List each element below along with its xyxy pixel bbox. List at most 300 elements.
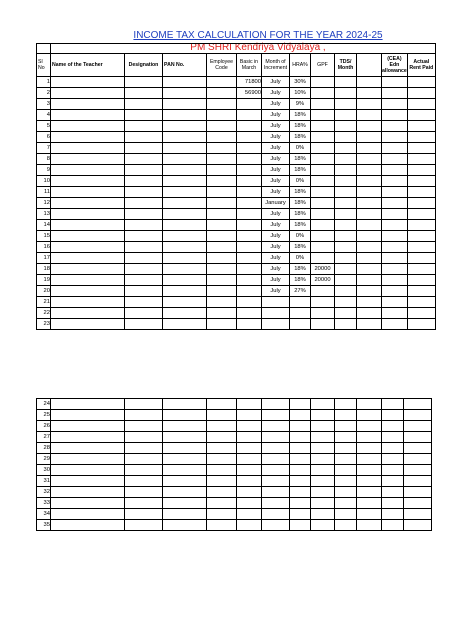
rent-cell[interactable] (407, 165, 435, 176)
tds-cell[interactable] (335, 421, 357, 432)
blank-cell[interactable] (357, 297, 382, 308)
gpf-cell[interactable]: 20000 (311, 275, 335, 286)
basic-cell[interactable] (237, 509, 262, 520)
rent-cell[interactable] (404, 454, 432, 465)
basic-cell[interactable]: 71800 (237, 77, 262, 88)
sl-no-cell[interactable]: 33 (37, 498, 51, 509)
hra-cell[interactable]: 18% (290, 110, 311, 121)
tds-cell[interactable] (335, 454, 357, 465)
tds-cell[interactable] (335, 110, 357, 121)
name-cell[interactable] (51, 143, 125, 154)
blank-cell[interactable] (357, 498, 382, 509)
employee-code-cell[interactable] (207, 297, 237, 308)
blank-cell[interactable] (357, 454, 382, 465)
gpf-cell[interactable] (311, 132, 335, 143)
rent-cell[interactable] (407, 242, 435, 253)
sl-no-cell[interactable]: 15 (37, 231, 51, 242)
gpf-cell[interactable] (311, 165, 335, 176)
designation-cell[interactable] (125, 209, 163, 220)
gpf-cell[interactable]: 20000 (311, 264, 335, 275)
cea-cell[interactable] (382, 432, 404, 443)
cea-cell[interactable] (382, 242, 408, 253)
basic-cell[interactable] (237, 209, 262, 220)
gpf-cell[interactable] (311, 231, 335, 242)
sl-no-cell[interactable]: 17 (37, 253, 51, 264)
rent-cell[interactable] (407, 110, 435, 121)
name-cell[interactable] (51, 399, 125, 410)
rent-cell[interactable] (407, 176, 435, 187)
month-increment-cell[interactable]: July (262, 231, 290, 242)
tds-cell[interactable] (335, 286, 357, 297)
blank-cell[interactable] (357, 77, 382, 88)
blank-cell[interactable] (357, 242, 382, 253)
hra-cell[interactable] (290, 421, 311, 432)
blank-cell[interactable] (357, 308, 382, 319)
month-increment-cell[interactable]: July (262, 165, 290, 176)
cea-cell[interactable] (382, 154, 408, 165)
rent-cell[interactable] (407, 143, 435, 154)
blank-cell[interactable] (357, 432, 382, 443)
gpf-cell[interactable] (311, 410, 335, 421)
cea-cell[interactable] (382, 443, 404, 454)
cea-cell[interactable] (382, 319, 408, 330)
pan-cell[interactable] (163, 209, 207, 220)
designation-cell[interactable] (125, 165, 163, 176)
sl-no-cell[interactable]: 16 (37, 242, 51, 253)
gpf-cell[interactable] (311, 110, 335, 121)
pan-cell[interactable] (163, 165, 207, 176)
name-cell[interactable] (51, 432, 125, 443)
employee-code-cell[interactable] (207, 121, 237, 132)
designation-cell[interactable] (125, 143, 163, 154)
hra-cell[interactable]: 0% (290, 253, 311, 264)
sl-no-cell[interactable]: 23 (37, 319, 51, 330)
name-cell[interactable] (51, 465, 125, 476)
name-cell[interactable] (51, 242, 125, 253)
pan-cell[interactable] (163, 198, 207, 209)
gpf-cell[interactable] (311, 421, 335, 432)
blank-cell[interactable] (357, 264, 382, 275)
cea-cell[interactable] (382, 110, 408, 121)
blank-cell[interactable] (357, 509, 382, 520)
blank-cell[interactable] (357, 487, 382, 498)
designation-cell[interactable] (125, 88, 163, 99)
blank-cell[interactable] (357, 154, 382, 165)
pan-cell[interactable] (163, 286, 207, 297)
basic-cell[interactable] (237, 264, 262, 275)
employee-code-cell[interactable] (207, 132, 237, 143)
hra-cell[interactable] (290, 465, 311, 476)
hra-cell[interactable] (290, 410, 311, 421)
sl-no-cell[interactable]: 27 (37, 432, 51, 443)
cea-cell[interactable] (382, 509, 404, 520)
designation-cell[interactable] (125, 421, 163, 432)
sl-no-cell[interactable]: 13 (37, 209, 51, 220)
name-cell[interactable] (51, 88, 125, 99)
rent-cell[interactable] (404, 520, 432, 531)
basic-cell[interactable] (237, 154, 262, 165)
basic-cell[interactable] (237, 99, 262, 110)
pan-cell[interactable] (163, 187, 207, 198)
employee-code-cell[interactable] (207, 220, 237, 231)
basic-cell[interactable] (237, 443, 262, 454)
cea-cell[interactable] (382, 253, 408, 264)
designation-cell[interactable] (125, 176, 163, 187)
designation-cell[interactable] (125, 99, 163, 110)
pan-cell[interactable] (163, 487, 207, 498)
pan-cell[interactable] (163, 264, 207, 275)
sl-no-cell[interactable]: 22 (37, 308, 51, 319)
month-increment-cell[interactable] (262, 509, 290, 520)
employee-code-cell[interactable] (207, 77, 237, 88)
gpf-cell[interactable] (311, 99, 335, 110)
cea-cell[interactable] (382, 132, 408, 143)
blank-cell[interactable] (357, 253, 382, 264)
employee-code-cell[interactable] (207, 198, 237, 209)
month-increment-cell[interactable]: January (262, 198, 290, 209)
sl-no-cell[interactable]: 31 (37, 476, 51, 487)
pan-cell[interactable] (163, 432, 207, 443)
sl-no-cell[interactable]: 9 (37, 165, 51, 176)
rent-cell[interactable] (407, 308, 435, 319)
sl-no-cell[interactable]: 11 (37, 187, 51, 198)
designation-cell[interactable] (125, 410, 163, 421)
designation-cell[interactable] (125, 77, 163, 88)
designation-cell[interactable] (125, 154, 163, 165)
pan-cell[interactable] (163, 399, 207, 410)
rent-cell[interactable] (404, 498, 432, 509)
rent-cell[interactable] (404, 476, 432, 487)
rent-cell[interactable] (407, 77, 435, 88)
employee-code-cell[interactable] (207, 187, 237, 198)
blank-cell[interactable] (357, 99, 382, 110)
sl-no-cell[interactable]: 35 (37, 520, 51, 531)
cea-cell[interactable] (382, 476, 404, 487)
sl-no-cell[interactable]: 19 (37, 275, 51, 286)
name-cell[interactable] (51, 176, 125, 187)
cea-cell[interactable] (382, 209, 408, 220)
month-increment-cell[interactable] (262, 476, 290, 487)
name-cell[interactable] (51, 297, 125, 308)
basic-cell[interactable] (237, 220, 262, 231)
name-cell[interactable] (51, 520, 125, 531)
name-cell[interactable] (51, 110, 125, 121)
tds-cell[interactable] (335, 275, 357, 286)
name-cell[interactable] (51, 443, 125, 454)
basic-cell[interactable] (237, 187, 262, 198)
basic-cell[interactable] (237, 286, 262, 297)
rent-cell[interactable] (407, 209, 435, 220)
rent-cell[interactable] (407, 275, 435, 286)
hra-cell[interactable] (290, 443, 311, 454)
designation-cell[interactable] (125, 443, 163, 454)
tds-cell[interactable] (335, 297, 357, 308)
month-increment-cell[interactable]: July (262, 154, 290, 165)
pan-cell[interactable] (163, 99, 207, 110)
month-increment-cell[interactable]: July (262, 88, 290, 99)
gpf-cell[interactable] (311, 465, 335, 476)
month-increment-cell[interactable]: July (262, 176, 290, 187)
rent-cell[interactable] (407, 253, 435, 264)
hra-cell[interactable]: 18% (290, 242, 311, 253)
gpf-cell[interactable] (311, 443, 335, 454)
rent-cell[interactable] (407, 154, 435, 165)
designation-cell[interactable] (125, 264, 163, 275)
rent-cell[interactable] (407, 231, 435, 242)
pan-cell[interactable] (163, 520, 207, 531)
pan-cell[interactable] (163, 297, 207, 308)
employee-code-cell[interactable] (207, 487, 237, 498)
employee-code-cell[interactable] (207, 498, 237, 509)
pan-cell[interactable] (163, 465, 207, 476)
month-increment-cell[interactable] (262, 410, 290, 421)
sl-no-cell[interactable]: 3 (37, 99, 51, 110)
hra-cell[interactable]: 18% (290, 154, 311, 165)
tds-cell[interactable] (335, 187, 357, 198)
employee-code-cell[interactable] (207, 264, 237, 275)
employee-code-cell[interactable] (207, 286, 237, 297)
month-increment-cell[interactable] (262, 487, 290, 498)
blank-cell[interactable] (357, 476, 382, 487)
designation-cell[interactable] (125, 132, 163, 143)
name-cell[interactable] (51, 319, 125, 330)
name-cell[interactable] (51, 209, 125, 220)
tds-cell[interactable] (335, 99, 357, 110)
basic-cell[interactable] (237, 253, 262, 264)
pan-cell[interactable] (163, 231, 207, 242)
basic-cell[interactable] (237, 121, 262, 132)
basic-cell[interactable] (237, 498, 262, 509)
month-increment-cell[interactable] (262, 465, 290, 476)
gpf-cell[interactable] (311, 154, 335, 165)
month-increment-cell[interactable] (262, 432, 290, 443)
tds-cell[interactable] (335, 509, 357, 520)
sl-no-cell[interactable]: 20 (37, 286, 51, 297)
hra-cell[interactable] (290, 487, 311, 498)
tds-cell[interactable] (335, 154, 357, 165)
hra-cell[interactable]: 10% (290, 88, 311, 99)
employee-code-cell[interactable] (207, 443, 237, 454)
rent-cell[interactable] (404, 443, 432, 454)
pan-cell[interactable] (163, 498, 207, 509)
cea-cell[interactable] (382, 187, 408, 198)
month-increment-cell[interactable]: July (262, 275, 290, 286)
sl-no-cell[interactable]: 21 (37, 297, 51, 308)
sl-no-cell[interactable]: 12 (37, 198, 51, 209)
hra-cell[interactable]: 18% (290, 275, 311, 286)
hra-cell[interactable]: 18% (290, 209, 311, 220)
gpf-cell[interactable] (311, 286, 335, 297)
rent-cell[interactable] (407, 220, 435, 231)
rent-cell[interactable] (407, 121, 435, 132)
rent-cell[interactable] (404, 410, 432, 421)
gpf-cell[interactable] (311, 198, 335, 209)
employee-code-cell[interactable] (207, 209, 237, 220)
month-increment-cell[interactable]: July (262, 187, 290, 198)
designation-cell[interactable] (125, 308, 163, 319)
name-cell[interactable] (51, 231, 125, 242)
name-cell[interactable] (51, 253, 125, 264)
gpf-cell[interactable] (311, 498, 335, 509)
pan-cell[interactable] (163, 454, 207, 465)
hra-cell[interactable]: 0% (290, 143, 311, 154)
pan-cell[interactable] (163, 253, 207, 264)
sl-no-cell[interactable]: 7 (37, 143, 51, 154)
rent-cell[interactable] (407, 88, 435, 99)
gpf-cell[interactable] (311, 143, 335, 154)
pan-cell[interactable] (163, 319, 207, 330)
pan-cell[interactable] (163, 242, 207, 253)
basic-cell[interactable] (237, 231, 262, 242)
name-cell[interactable] (51, 498, 125, 509)
name-cell[interactable] (51, 99, 125, 110)
designation-cell[interactable] (125, 121, 163, 132)
basic-cell[interactable] (237, 198, 262, 209)
month-increment-cell[interactable] (262, 520, 290, 531)
basic-cell[interactable] (237, 110, 262, 121)
pan-cell[interactable] (163, 77, 207, 88)
employee-code-cell[interactable] (207, 465, 237, 476)
pan-cell[interactable] (163, 509, 207, 520)
hra-cell[interactable]: 18% (290, 264, 311, 275)
hra-cell[interactable] (290, 454, 311, 465)
pan-cell[interactable] (163, 132, 207, 143)
employee-code-cell[interactable] (207, 520, 237, 531)
gpf-cell[interactable] (311, 476, 335, 487)
tds-cell[interactable] (335, 242, 357, 253)
cea-cell[interactable] (382, 264, 408, 275)
hra-cell[interactable] (290, 520, 311, 531)
basic-cell[interactable] (237, 308, 262, 319)
tds-cell[interactable] (335, 443, 357, 454)
month-increment-cell[interactable]: July (262, 242, 290, 253)
blank-cell[interactable] (357, 520, 382, 531)
month-increment-cell[interactable]: July (262, 220, 290, 231)
month-increment-cell[interactable] (262, 421, 290, 432)
hra-cell[interactable]: 0% (290, 231, 311, 242)
gpf-cell[interactable] (311, 297, 335, 308)
blank-cell[interactable] (357, 110, 382, 121)
sl-no-cell[interactable]: 5 (37, 121, 51, 132)
basic-cell[interactable] (237, 143, 262, 154)
hra-cell[interactable]: 18% (290, 187, 311, 198)
month-increment-cell[interactable]: July (262, 132, 290, 143)
designation-cell[interactable] (125, 498, 163, 509)
blank-cell[interactable] (357, 187, 382, 198)
name-cell[interactable] (51, 264, 125, 275)
designation-cell[interactable] (125, 253, 163, 264)
tds-cell[interactable] (335, 498, 357, 509)
employee-code-cell[interactable] (207, 399, 237, 410)
designation-cell[interactable] (125, 198, 163, 209)
blank-cell[interactable] (357, 143, 382, 154)
name-cell[interactable] (51, 77, 125, 88)
designation-cell[interactable] (125, 220, 163, 231)
pan-cell[interactable] (163, 176, 207, 187)
tds-cell[interactable] (335, 88, 357, 99)
employee-code-cell[interactable] (207, 154, 237, 165)
employee-code-cell[interactable] (207, 275, 237, 286)
gpf-cell[interactable] (311, 253, 335, 264)
basic-cell[interactable] (237, 132, 262, 143)
tds-cell[interactable] (335, 77, 357, 88)
name-cell[interactable] (51, 275, 125, 286)
pan-cell[interactable] (163, 110, 207, 121)
cea-cell[interactable] (382, 465, 404, 476)
tds-cell[interactable] (335, 308, 357, 319)
blank-cell[interactable] (357, 88, 382, 99)
rent-cell[interactable] (407, 264, 435, 275)
name-cell[interactable] (51, 165, 125, 176)
gpf-cell[interactable] (311, 487, 335, 498)
gpf-cell[interactable] (311, 121, 335, 132)
month-increment-cell[interactable]: July (262, 77, 290, 88)
cea-cell[interactable] (382, 421, 404, 432)
sl-no-cell[interactable]: 24 (37, 399, 51, 410)
sl-no-cell[interactable]: 2 (37, 88, 51, 99)
tds-cell[interactable] (335, 209, 357, 220)
designation-cell[interactable] (125, 509, 163, 520)
sl-no-cell[interactable]: 14 (37, 220, 51, 231)
blank-cell[interactable] (357, 220, 382, 231)
tds-cell[interactable] (335, 198, 357, 209)
gpf-cell[interactable] (311, 176, 335, 187)
hra-cell[interactable]: 18% (290, 220, 311, 231)
hra-cell[interactable]: 30% (290, 77, 311, 88)
sl-no-cell[interactable]: 28 (37, 443, 51, 454)
name-cell[interactable] (51, 509, 125, 520)
employee-code-cell[interactable] (207, 88, 237, 99)
cea-cell[interactable] (382, 231, 408, 242)
gpf-cell[interactable] (311, 220, 335, 231)
gpf-cell[interactable] (311, 88, 335, 99)
hra-cell[interactable] (290, 432, 311, 443)
sl-no-cell[interactable]: 6 (37, 132, 51, 143)
name-cell[interactable] (51, 421, 125, 432)
blank-cell[interactable] (357, 165, 382, 176)
blank-cell[interactable] (357, 121, 382, 132)
basic-cell[interactable] (237, 176, 262, 187)
gpf-cell[interactable] (311, 454, 335, 465)
employee-code-cell[interactable] (207, 432, 237, 443)
hra-cell[interactable] (290, 308, 311, 319)
designation-cell[interactable] (125, 520, 163, 531)
rent-cell[interactable] (404, 399, 432, 410)
cea-cell[interactable] (382, 286, 408, 297)
rent-cell[interactable] (407, 319, 435, 330)
blank-cell[interactable] (357, 399, 382, 410)
blank-cell[interactable] (357, 209, 382, 220)
tds-cell[interactable] (335, 520, 357, 531)
cea-cell[interactable] (382, 121, 408, 132)
rent-cell[interactable] (404, 487, 432, 498)
basic-cell[interactable] (237, 476, 262, 487)
month-increment-cell[interactable]: July (262, 143, 290, 154)
basic-cell[interactable] (237, 465, 262, 476)
basic-cell[interactable] (237, 242, 262, 253)
pan-cell[interactable] (163, 443, 207, 454)
cea-cell[interactable] (382, 198, 408, 209)
rent-cell[interactable] (407, 286, 435, 297)
gpf-cell[interactable] (311, 520, 335, 531)
rent-cell[interactable] (407, 132, 435, 143)
tds-cell[interactable] (335, 410, 357, 421)
tds-cell[interactable] (335, 220, 357, 231)
rent-cell[interactable] (404, 509, 432, 520)
pan-cell[interactable] (163, 154, 207, 165)
cea-cell[interactable] (382, 77, 408, 88)
rent-cell[interactable] (407, 297, 435, 308)
